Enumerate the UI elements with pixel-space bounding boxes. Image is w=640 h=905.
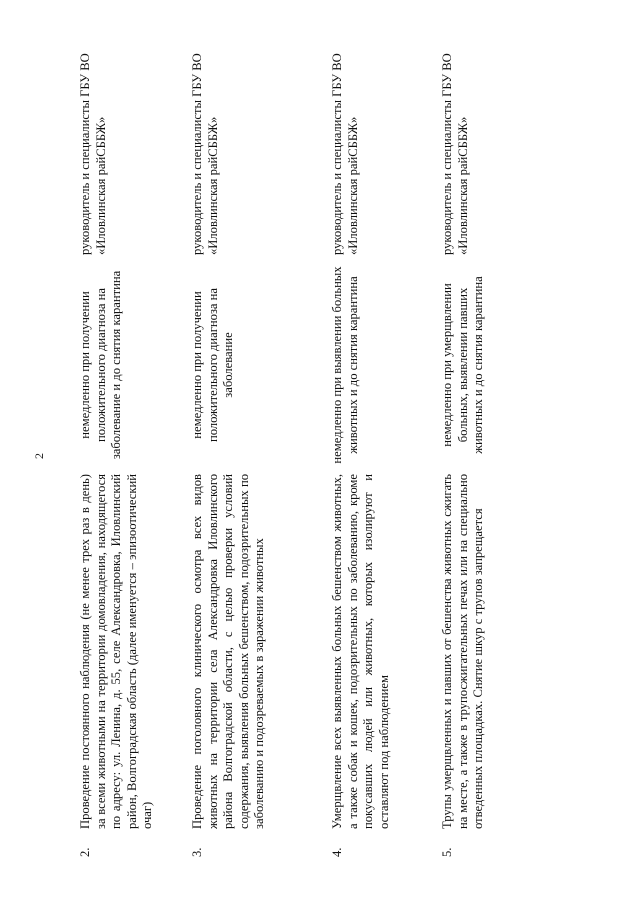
row-action: Проведение поголовного клинического осмотра всех видов животных на территории села Александровка Иловлинского района Волгоградской области, с целью проверки условий содержания, выявления больных бешенством, подозрительных по заболеванию и подозреваемых в заражении животных — [190, 474, 266, 829]
row-term: немедленно при получении положительного диагноза на заболевание — [190, 288, 235, 443]
row-term: немедленно при получении положительного диагноза на заболевание и до снятия карантина — [78, 270, 123, 460]
row-number: 5. — [440, 847, 454, 857]
row-number: 4. — [330, 847, 344, 857]
row-term: немедленно при умерщвлении больных, выявлении павших животных и до снятия карантина — [440, 276, 485, 454]
page-number: 2 — [32, 453, 46, 459]
row-action: Проведение постоянного наблюдения (не менее трех раз в день) за всеми животными на территории домовладения, находящегося по адресу: ул. Ленина, д. 55, селе Александровка, Иловлинский район, Волгоградская область (далее именуется – эпизоотический очаг) — [78, 474, 154, 829]
row-number: 2. — [78, 847, 92, 857]
row-number: 3. — [190, 847, 204, 857]
row-responsible: руководитель и специалисты ГБУ ВО «Иловлинская райСББЖ» — [78, 53, 108, 255]
row-responsible: руководитель и специалисты ГБУ ВО «Иловлинская райСББЖ» — [440, 53, 470, 255]
row-action: Умерщвление всех выявленных больных бешенством животных, а также собак и кошек, подозрительных по заболеванию, кроме покусавших людей или животных, которых изолируют и оставляют под наблюдением — [330, 474, 391, 829]
row-term: немедленно при выявлении больных животных и до снятия карантина — [330, 266, 360, 464]
row-responsible: руководитель и специалисты ГБУ ВО «Иловлинская райСББЖ» — [330, 53, 360, 255]
row-action: Трупы умерщвленных и павших от бешенства животных сжигать на месте, а также в трупосжигательных печах или на специально отведенных площадках. Снятие шкур с трупов запрещается — [440, 474, 485, 829]
row-responsible: руководитель и специалисты ГБУ ВО «Иловлинская райСББЖ» — [190, 53, 220, 255]
